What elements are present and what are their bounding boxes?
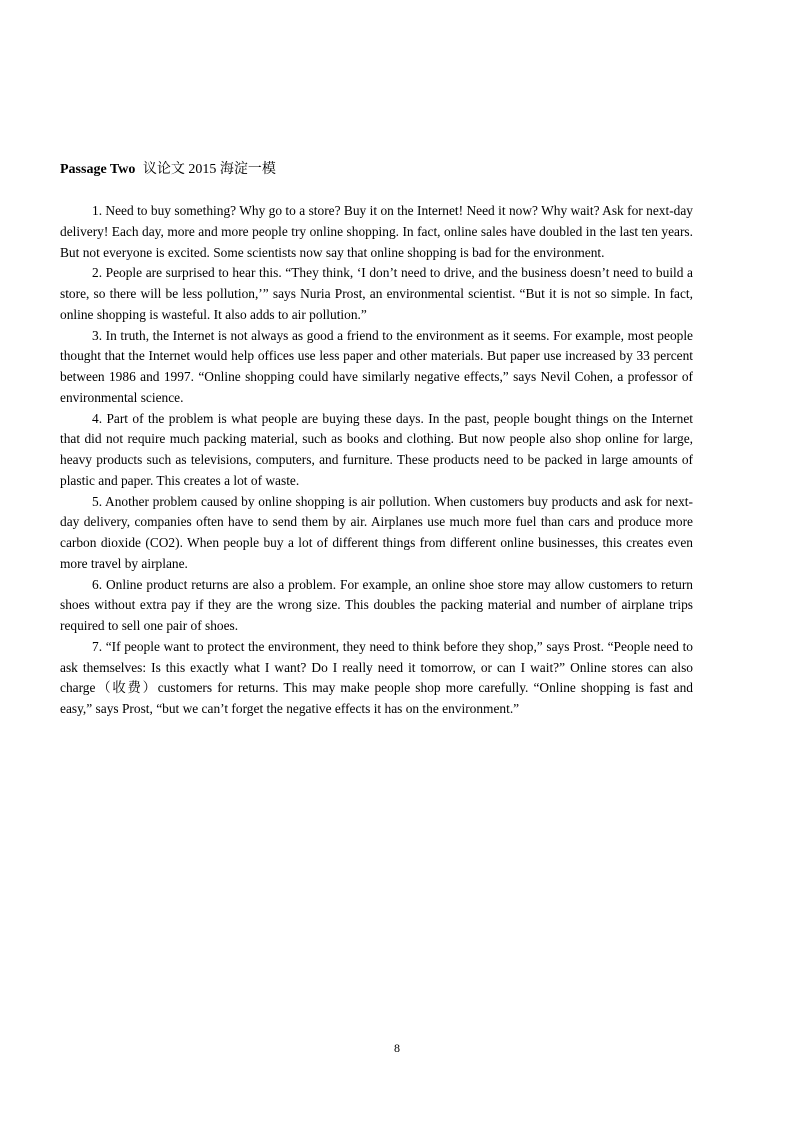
paragraph-1: 1. Need to buy something? Why go to a store? Buy it on the Internet! Need it now? Why wait? Ask for next-day delivery! Each day, more and more people try online shopping. In fact, online sales have doubled in the last ten years. But not everyone is excited. Some scientists now say that online shopping is bad for the environment.	[60, 203, 693, 260]
passage-heading	[60, 160, 276, 180]
page-number: 8	[394, 1041, 400, 1055]
paragraph-3: 3. In truth, the Internet is not always as good a friend to the environment as it seems. For example, most people thought that the Internet would help offices use less paper and other materials. But paper use increased by 33 percent between 1986 and 1997. “Online shopping could have similarly negative effects,” says Nevil Cohen, a professor of environmental science.	[60, 327, 693, 405]
passage-body	[60, 201, 693, 720]
paragraph-7: 7. “If people want to protect the environment, they need to think before they shop,” says Prost. “People need to ask themselves: Is this exactly what I want? Do I really need it tomorrow, or can I wait?” Online stores can also charge（收费）customers for returns. This may make people shop more carefully. “Online shopping is fast and easy,” says Prost, “but we can’t forget the negative effects it has on the environment.”	[60, 638, 693, 716]
paragraph-5: 5. Another problem caused by online shopping is air pollution. When customers buy products and ask for next-day delivery, companies often have to send them by air. Airplanes use much more fuel than cars and produce more carbon dioxide (CO2). When people buy a lot of different things from different online businesses, this creates even more travel by airplane.	[60, 493, 693, 571]
paragraph-6: 6. Online product returns are also a problem. For example, an online shoe store may allow customers to return shoes without extra pay if they are the wrong size. This doubles the packing material and number of airplane trips required to sell one pair of shoes.	[60, 576, 693, 633]
paragraph-4: 4. Part of the problem is what people are buying these days. In the past, people bought things on the Internet that did not require much packing material, such as books and clothing. But now people also shop online for large, heavy products such as televisions, computers, and furniture. These products need to be packed in large amounts of plastic and paper. This creates a lot of waste.	[60, 410, 693, 488]
passage-title: Passage Two	[60, 162, 136, 177]
passage-subtitle: 议论文 2015 海淀一模	[142, 162, 276, 177]
paragraph-2: 2. People are surprised to hear this. “They think, ‘I don’t need to drive, and the business doesn’t need to build a store, so there will be less pollution,’” says Nuria Prost, an environmental scientist. “But it is not so simple. In fact, online shopping is wasteful. It also adds to air pollution.”	[60, 265, 693, 322]
